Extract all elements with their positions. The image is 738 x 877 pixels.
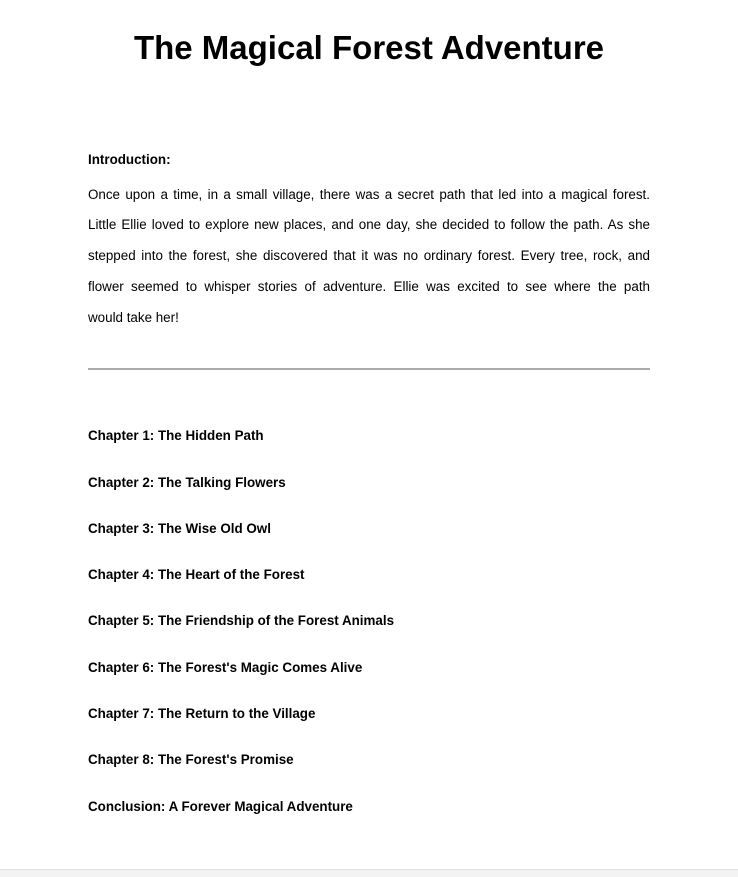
page-content <box>88 0 650 838</box>
toc-item-chapter-6: Chapter 6: The Forest's Magic Comes Alive <box>88 659 363 675</box>
toc-item-conclusion: Conclusion: A Forever Magical Adventure <box>88 798 353 814</box>
document-title: The Magical Forest Adventure <box>133 29 605 66</box>
toc-item-chapter-8: Chapter 8: The Forest's Promise <box>88 752 294 768</box>
introduction-heading: Introduction: <box>88 152 171 167</box>
toc-item-chapter-7: Chapter 7: The Return to the Village <box>88 706 316 721</box>
toc-item-chapter-5: Chapter 5: The Friendship of the Forest Animals <box>88 613 395 629</box>
introduction-paragraph <box>88 180 650 334</box>
toc-item-chapter-1: Chapter 1: The Hidden Path <box>88 428 264 444</box>
section-divider <box>88 368 650 370</box>
toc-item-chapter-2: Chapter 2: The Talking Flowers <box>88 474 286 490</box>
toc-item-chapter-4: Chapter 4: The Heart of the Forest <box>88 567 305 583</box>
page-bottom-edge <box>0 869 738 877</box>
chapter-list <box>88 421 650 822</box>
intro-paragraph-line: Little Ellie loved to explore new places, and one day, she decided to follow the path. As she <box>88 217 650 233</box>
intro-paragraph-line: Once upon a time, in a small village, there was a secret path that led into a magical forest. <box>88 186 650 202</box>
intro-paragraph-line: stepped into the forest, she discovered that it was no ordinary forest. Every tree, rock, and <box>88 248 650 264</box>
intro-paragraph-line: flower seemed to whisper stories of adventure. Ellie was excited to see where the path <box>88 278 650 294</box>
intro-paragraph-line: would take her! <box>88 309 179 325</box>
toc-item-chapter-3: Chapter 3: The Wise Old Owl <box>88 520 271 536</box>
